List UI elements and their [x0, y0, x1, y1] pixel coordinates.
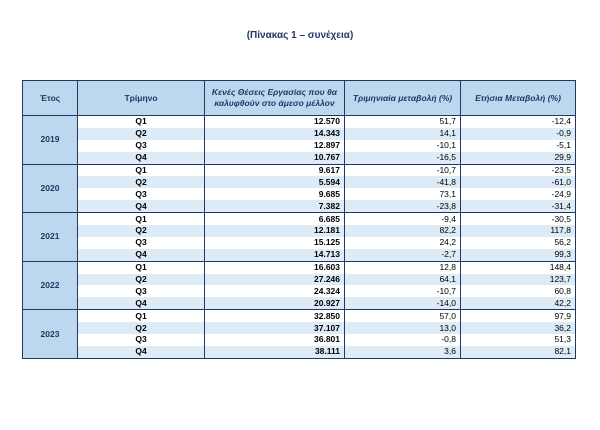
annual-change-cell: 56,2: [461, 237, 576, 249]
year-cell: 2021: [23, 213, 78, 262]
annual-change-cell: -61,0: [461, 176, 576, 188]
table-row: [23, 310, 576, 322]
annual-change-cell: 99,3: [461, 249, 576, 261]
annual-change-cell: -30,5: [461, 213, 576, 225]
quarter-cell: Q3: [78, 188, 205, 200]
annual-change-cell: -23,5: [461, 164, 576, 176]
quarterly-change-cell: 73,1: [345, 188, 461, 200]
table-body: [23, 116, 576, 359]
quarter-cell: Q3: [78, 237, 205, 249]
quarter-cell: Q2: [78, 225, 205, 237]
quarterly-change-cell: -41,8: [345, 176, 461, 188]
quarter-cell: Q4: [78, 346, 205, 358]
annual-change-cell: -5,1: [461, 140, 576, 152]
vacancies-cell: 7.382: [205, 200, 345, 212]
table-row: [23, 200, 576, 212]
table-row: [23, 346, 576, 358]
annual-change-cell: 97,9: [461, 310, 576, 322]
quarterly-change-cell: 51,7: [345, 116, 461, 128]
quarterly-change-cell: 13,0: [345, 322, 461, 334]
quarter-cell: Q2: [78, 322, 205, 334]
quarter-cell: Q1: [78, 310, 205, 322]
vacancies-cell: 38.111: [205, 346, 345, 358]
quarterly-change-cell: -10,1: [345, 140, 461, 152]
quarterly-change-cell: 3,6: [345, 346, 461, 358]
annual-change-cell: 36,2: [461, 322, 576, 334]
quarter-cell: Q2: [78, 274, 205, 286]
quarterly-change-cell: -2,7: [345, 249, 461, 261]
vacancies-table: [22, 80, 576, 359]
annual-change-cell: 42,2: [461, 297, 576, 309]
quarterly-change-cell: -10,7: [345, 164, 461, 176]
table-row: [23, 140, 576, 152]
table-row: [23, 164, 576, 176]
annual-change-cell: -31,4: [461, 200, 576, 212]
vacancies-cell: 16.603: [205, 261, 345, 273]
quarter-cell: Q1: [78, 261, 205, 273]
annual-change-cell: -0,9: [461, 128, 576, 140]
table-row: [23, 176, 576, 188]
annual-change-cell: 29,9: [461, 152, 576, 164]
quarter-cell: Q1: [78, 164, 205, 176]
vacancies-cell: 37.107: [205, 322, 345, 334]
quarter-cell: Q4: [78, 200, 205, 212]
year-cell: 2020: [23, 164, 78, 213]
quarter-cell: Q4: [78, 152, 205, 164]
table-row: [23, 297, 576, 309]
table-row: [23, 237, 576, 249]
vacancies-cell: 36.801: [205, 334, 345, 346]
quarter-cell: Q4: [78, 249, 205, 261]
table-row: [23, 285, 576, 297]
year-cell: 2019: [23, 116, 78, 165]
header-annual-change: Ετήσια Μεταβολή (%): [461, 81, 576, 116]
table-row: [23, 188, 576, 200]
table-row: [23, 225, 576, 237]
quarterly-change-cell: 82,2: [345, 225, 461, 237]
quarter-cell: Q3: [78, 140, 205, 152]
annual-change-cell: 117,8: [461, 225, 576, 237]
quarter-cell: Q1: [78, 116, 205, 128]
quarterly-change-cell: -14,0: [345, 297, 461, 309]
annual-change-cell: 148,4: [461, 261, 576, 273]
vacancies-cell: 6.685: [205, 213, 345, 225]
table-row: [23, 213, 576, 225]
quarter-cell: Q2: [78, 128, 205, 140]
vacancies-cell: 9.685: [205, 188, 345, 200]
header-quarterly-change: Τριμηνιαία μεταβολή (%): [345, 81, 461, 116]
vacancies-cell: 24.324: [205, 285, 345, 297]
vacancies-cell: 12.570: [205, 116, 345, 128]
annual-change-cell: 123,7: [461, 274, 576, 286]
vacancies-cell: 9.617: [205, 164, 345, 176]
table-row: [23, 128, 576, 140]
annual-change-cell: -24,9: [461, 188, 576, 200]
quarterly-change-cell: 64,1: [345, 274, 461, 286]
annual-change-cell: 60,8: [461, 285, 576, 297]
header-quarter: Τρίμηνο: [78, 81, 205, 116]
table-caption: (Πίνακας 1 – συνέχεια): [246, 30, 354, 41]
vacancies-cell: 5.594: [205, 176, 345, 188]
quarterly-change-cell: 12,8: [345, 261, 461, 273]
header-vacancies: Κενές Θέσεις Εργασίας που θα καλυφθούν στο άμεσο μέλλον: [205, 81, 345, 116]
annual-change-cell: 51,3: [461, 334, 576, 346]
quarter-cell: Q3: [78, 285, 205, 297]
vacancies-cell: 12.181: [205, 225, 345, 237]
table-row: [23, 116, 576, 128]
header-year: Έτος: [23, 81, 78, 116]
year-cell: 2023: [23, 310, 78, 359]
table-row: [23, 261, 576, 273]
table-row: [23, 152, 576, 164]
annual-change-cell: -12,4: [461, 116, 576, 128]
annual-change-cell: 82,1: [461, 346, 576, 358]
quarter-cell: Q2: [78, 176, 205, 188]
quarter-cell: Q1: [78, 213, 205, 225]
header-row: [23, 81, 576, 116]
quarter-cell: Q4: [78, 297, 205, 309]
quarterly-change-cell: -0,8: [345, 334, 461, 346]
quarterly-change-cell: -10,7: [345, 285, 461, 297]
quarterly-change-cell: -16,5: [345, 152, 461, 164]
table-row: [23, 334, 576, 346]
vacancies-cell: 27.246: [205, 274, 345, 286]
vacancies-cell: 14.343: [205, 128, 345, 140]
quarterly-change-cell: 57,0: [345, 310, 461, 322]
year-cell: 2022: [23, 261, 78, 310]
quarterly-change-cell: -23,8: [345, 200, 461, 212]
quarterly-change-cell: -9,4: [345, 213, 461, 225]
quarterly-change-cell: 24,2: [345, 237, 461, 249]
vacancies-cell: 12.897: [205, 140, 345, 152]
quarter-cell: Q3: [78, 334, 205, 346]
quarterly-change-cell: 14,1: [345, 128, 461, 140]
vacancies-cell: 10.767: [205, 152, 345, 164]
vacancies-cell: 20.927: [205, 297, 345, 309]
table-row: [23, 274, 576, 286]
table-row: [23, 249, 576, 261]
table-row: [23, 322, 576, 334]
vacancies-cell: 14.713: [205, 249, 345, 261]
vacancies-cell: 32.850: [205, 310, 345, 322]
vacancies-cell: 15.125: [205, 237, 345, 249]
